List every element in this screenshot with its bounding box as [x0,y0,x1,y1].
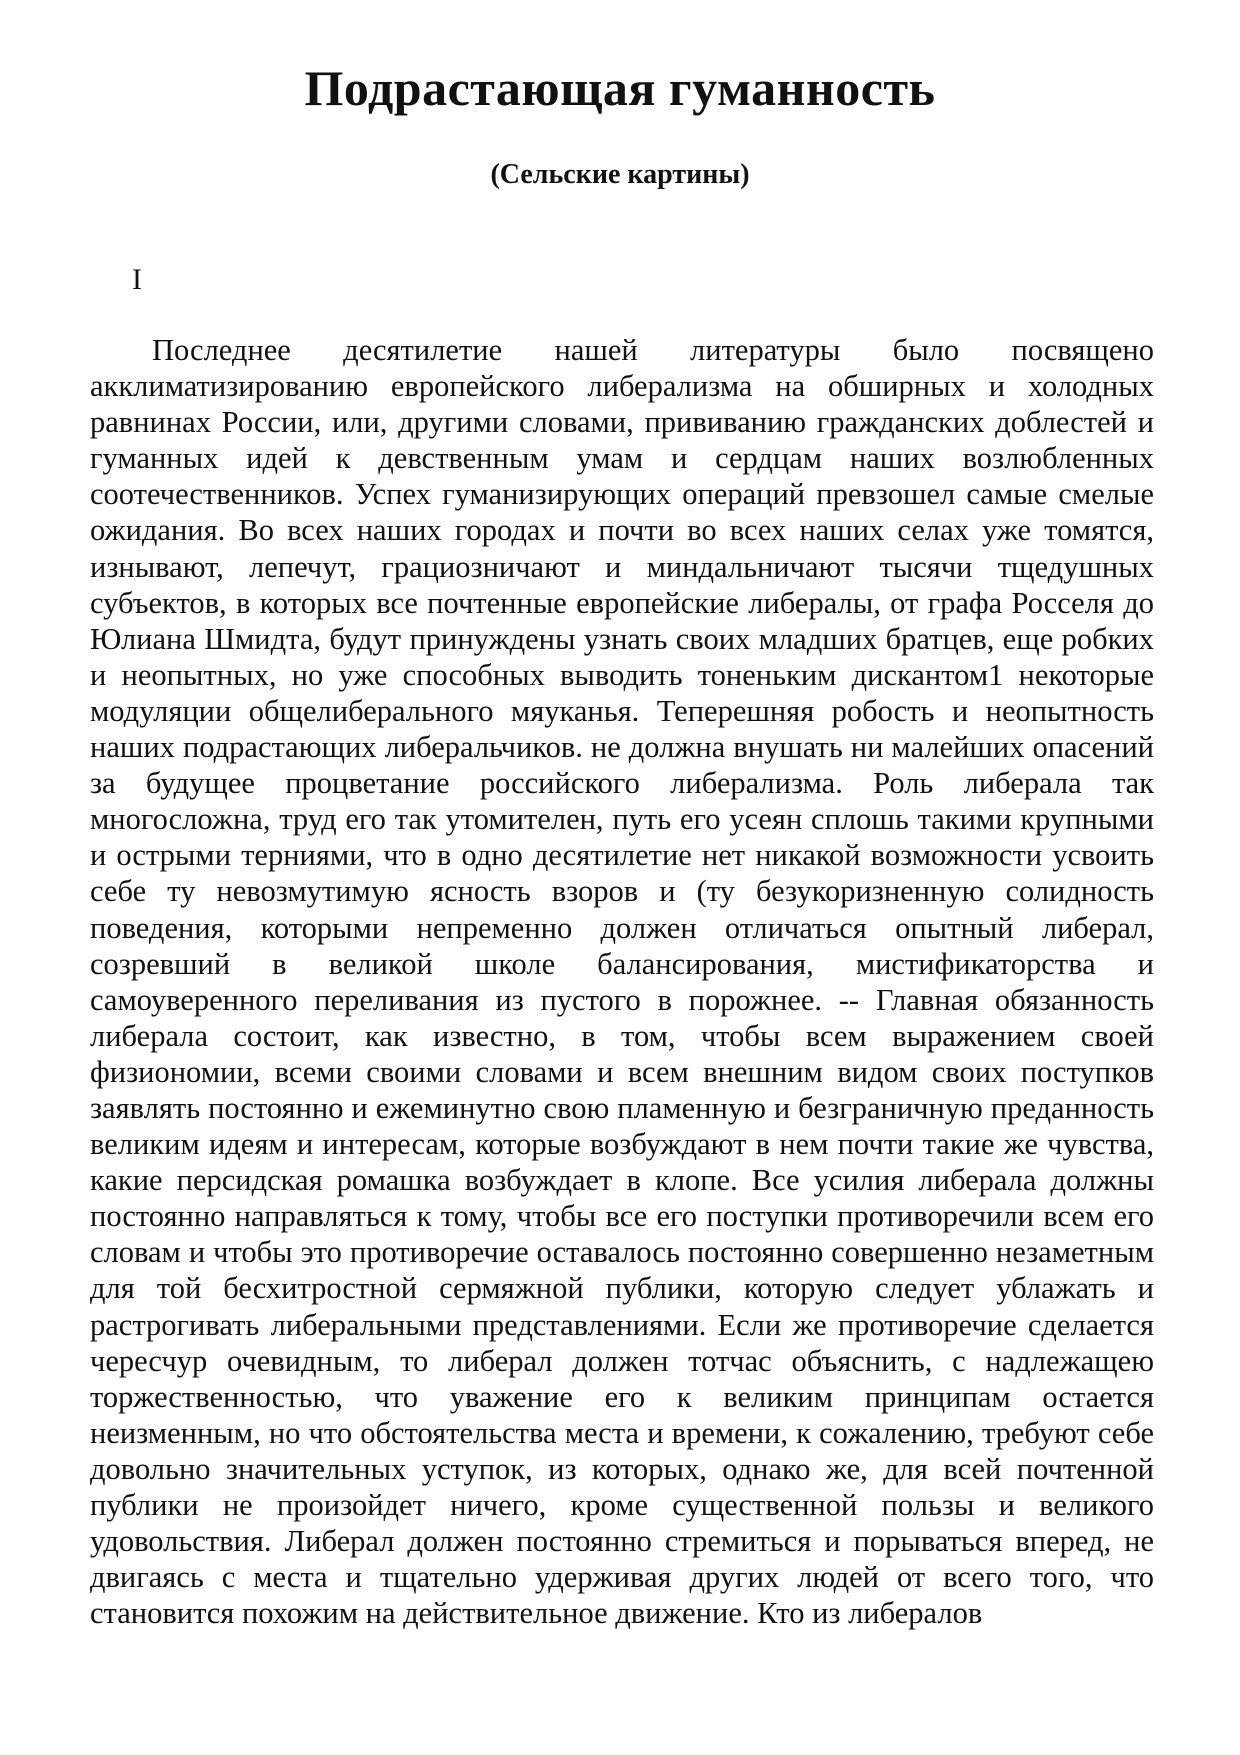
body-paragraph: Последнее десятилетие нашей литературы было посвящено акклиматизированию европейского либерализма на обширных и холодных равнинах России, или, другими словами, прививанию гражданских доблестей и гуманных идей к девственным умам и сердцам наших возлюбленных соотечественников. Успех гуманизирующих операций превзошел самые смелые ожидания. Во всех наших городах и почти во всех наших селах уже томятся, изнывают, лепечут, грациозничают и миндальничают тысячи тщедушных субъектов, в которых все почтенные европейские либералы, от графа Росселя до Юлиана Шмидта, будут принуждены узнать своих младших братцев, еще робких и неопытных, но уже способных выводить тоненьким дискантом1 некоторые модуляции общелиберального мяуканья. Теперешняя робость и неопытность наших подрастающих либеральчиков. не должна внушать ни малейших опасений за будущее процветание российского либерализма. Роль либерала так многосложна, труд его так утомителен, путь его усеян сплошь такими крупными и острыми терниями, что в одно десятилетие нет никакой возможности усвоить себе ту невозмутимую ясность взоров и (ту безукоризненную солидность поведения, которыми непременно должен отличаться опытный либерал, созревший в великой школе балансирования, мистификаторства и самоуверенного переливания из пустого в порожнее. -- Главная обязанность либерала состоит, как известно, в том, чтобы всем выражением своей физиономии, всеми своими словами и всем внешним видом своих поступков заявлять постоянно и ежеминутно свою пламенную и безграничную преданность великим идеям и интересам, которые возбуждают в нем почти такие же чувства, какие персидская ромашка возбуждает в клопе. Все усилия либерала должны постоянно направляться к тому, чтобы все его поступки противоречили всем его словам и чтобы это противоречие оставалось постоянно совершенно незаметным для той бесхитростной сермяжной публики, которую следует ублажать и растрогивать либеральными представлениями. Если же противоречие сделается чересчур очевидным, то либерал должен тотчас объяснить, с надлежащею торжественностью, что уважение его к великим принципам остается неизменным, но что обстоятельства места и времени, к сожалению, требуют себе довольно значительных уступок, из которых, однако же, для всей почтенной публики не произойдет ничего, кроме существенной пользы и великого удовольствия. Либерал должен постоянно стремиться и порываться вперед, не двигаясь с места и тщательно удерживая других людей от всего того, что становится похожим на действительное движение. Кто из либералов [90,333,1154,1631]
document-subtitle: (Сельские картины) [490,159,750,190]
chapter-number: I [132,263,142,296]
document-title: Подрастающая гуманность [304,60,936,116]
